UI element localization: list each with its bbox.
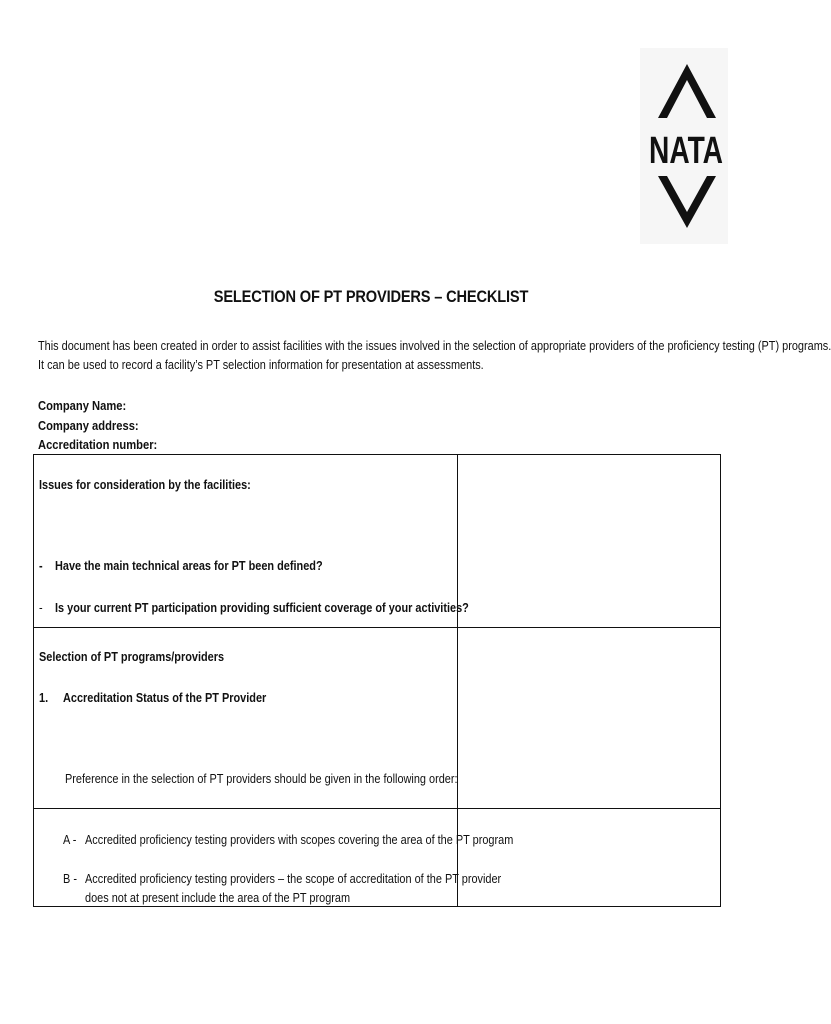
company-fields <box>38 396 157 455</box>
table-row <box>34 455 721 628</box>
option-b-text-line-1: Accredited proficiency testing providers – the scope of accreditation of the PT provider <box>85 871 502 886</box>
document-title: SELECTION OF PT PROVIDERS – CHECKLIST <box>213 287 529 306</box>
option-b-marker: B - <box>63 871 77 886</box>
intro-line-1: This document has been created in order to assist facilities with the issues involved in the selection of appropriate providers of the proficiency testing (PT) programs. <box>38 338 831 353</box>
accreditation-status-title: Accreditation Status of the PT Provider <box>63 690 267 705</box>
selection-cell <box>34 628 458 809</box>
bullet-marker: - <box>39 600 43 615</box>
option-a-marker: A - <box>63 832 77 847</box>
logo-text: NATA <box>649 130 723 172</box>
selection-response-cell[interactable] <box>458 628 721 809</box>
nata-logo <box>640 48 728 244</box>
logo-down-chevron <box>658 176 716 228</box>
issues-cell <box>34 455 469 628</box>
intro-text <box>38 336 831 374</box>
issues-heading: Issues for consideration by the facilities: <box>39 477 251 492</box>
intro-line-2: It can be used to record a facility’s PT selection information for presentation at assessments. <box>38 357 484 372</box>
issue-item-coverage: Is your current PT participation providing sufficient coverage of your activities? <box>55 600 469 615</box>
issues-response-cell[interactable] <box>458 455 721 628</box>
option-a-text: Accredited proficiency testing providers with scopes covering the area of the PT program <box>85 832 514 847</box>
bullet-marker: - <box>39 558 43 573</box>
table-row <box>34 628 721 809</box>
logo-up-chevron <box>658 64 716 118</box>
options-response-cell[interactable] <box>458 809 721 907</box>
checklist-table <box>33 454 721 907</box>
nata-logo-graphic <box>640 48 728 244</box>
issue-item-technical-areas: Have the main technical areas for PT been defined? <box>55 558 323 573</box>
accreditation-number-label: Accreditation number: <box>38 437 158 452</box>
company-name-label: Company Name: <box>38 398 127 413</box>
company-address-label: Company address: <box>38 417 139 433</box>
table-row <box>34 809 721 907</box>
options-cell <box>34 809 514 907</box>
preference-text: Preference in the selection of PT providers should be given in the following order: <box>65 771 458 786</box>
option-b-text-line-2: does not at present include the area of the PT program <box>85 890 351 905</box>
selection-heading: Selection of PT programs/providers <box>39 649 225 664</box>
item-number: 1. <box>39 690 49 705</box>
